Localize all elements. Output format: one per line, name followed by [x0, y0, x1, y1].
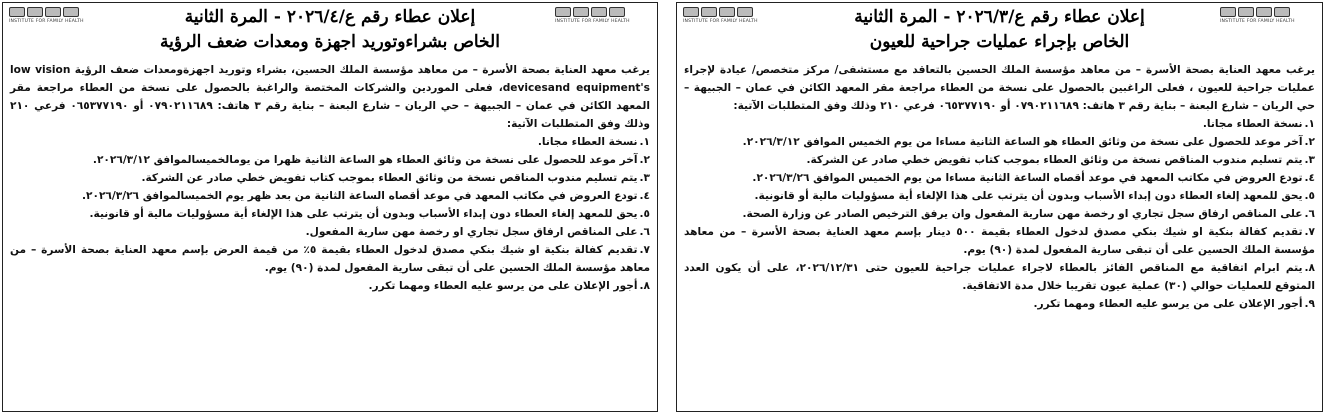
- logo-caption: INSTITUTE FOR FAMILY HEALTH: [683, 19, 758, 24]
- logo-mark: [9, 7, 105, 17]
- requirement-item: [684, 115, 1315, 133]
- requirement-item: [684, 187, 1315, 205]
- institute-logo: [9, 7, 105, 27]
- ad-body: [3, 61, 657, 295]
- item-number: ٦.: [1304, 208, 1315, 220]
- item-number: ٦.: [639, 226, 650, 238]
- item-text: على المناقص ارفاق سجل تجاري او رخصة مهن سارية المفعول.: [305, 226, 638, 238]
- ad-intro: يرغب معهد العناية بصحة الأسرة – من معاهد مؤسسة الملك الحسين بالتعاقد مع مستشفى/ مركز متخصص/ عيادة لإجراء عمليات جراحية للعيون ، فعلى الراغبين بالحصول على نسخة من العطاء مراجعة مقر المعهد الكائن في عمان – الجبيهة – حي الريان – شارع البعنة – بناية رقم ٣ هاتف: ٠٧٩٠٢١١٦٨٩ أو ٠٦٥٣٧٧١٩٠ فرعي ٢١٠ وذلك وفق المتطلبات الآتية:: [684, 64, 1315, 112]
- ad-header: [3, 3, 657, 61]
- item-number: ٥.: [639, 208, 650, 220]
- logo-mark: [555, 7, 651, 17]
- logo-mark: [1220, 7, 1316, 17]
- logo-caption: INSTITUTE FOR FAMILY HEALTH: [9, 19, 84, 24]
- item-text: أجور الإعلان على من يرسو عليه العطاء ومهما تكرر.: [1033, 298, 1303, 310]
- requirement-item: [10, 133, 650, 151]
- requirement-item: [684, 133, 1315, 151]
- item-number: ٤.: [639, 190, 650, 202]
- ad-title: [783, 5, 1216, 55]
- item-text: تقديم كفالة بنكية او شيك بنكي مصدق لدخول العطاء بقيمة ٥٠٠ دينار بإسم معهد العناية بصحة الأسرة – من معاهد مؤسسة الملك الحسين على أن تبقى سارية المفعول لمدة (٩٠) يوم.: [684, 226, 1315, 256]
- requirements-list: [10, 133, 650, 295]
- item-text: يحق للمعهد إلغاء العطاء دون إبداء الأسباب وبدون أن يترتب على هذا الإلغاء أية مسؤوليات مالية أو قانونية.: [89, 208, 638, 220]
- ad-title-line-2: الخاص بإجراء عمليات جراحية للعيون: [869, 32, 1130, 52]
- ad-body: [677, 61, 1322, 313]
- ad-intro: يرغب معهد العناية بصحة الأسرة – من معاهد مؤسسة الملك الحسين، بشراء وتوريد اجهزةومعدات ضعف الرؤية low vision devicesand equipment's، فعلى الموردين والشركات المختصة والراغبة بالحصول على نسخة من العطاء مراجعة مقر المعهد الكائن في عمان – الجبيهة – حي الريان – شارع البعنة – بناية رقم ٣ هاتف: ٠٧٩٠٢١١٦٨٩ أو ٠٦٥٣٧٧١٩٠ فرعي ٢١٠ وذلك وفق المتطلبات الآتية:: [10, 64, 651, 130]
- requirements-list: [684, 115, 1315, 313]
- institute-logo: [555, 7, 651, 27]
- item-number: ٨.: [639, 280, 650, 292]
- item-text: آخر موعد للحصول على نسخة من وثائق العطاء هو الساعة الثانية ظهرا من يومالخميسالموافق ٢٠٢٦/٣/١٢.: [92, 154, 638, 166]
- requirement-item: [684, 295, 1315, 313]
- requirement-item: [10, 205, 650, 223]
- requirement-item: [10, 151, 650, 169]
- requirement-item: [684, 205, 1315, 223]
- requirement-item: [10, 223, 650, 241]
- logo-caption: INSTITUTE FOR FAMILY HEALTH: [1220, 19, 1295, 24]
- item-text: آخر موعد للحصول على نسخة من وثائق العطاء هو الساعة الثانية مساءا من يوم الخميس الموافق ٢٠٢٦/٣/١٢.: [742, 136, 1303, 148]
- item-number: ٧.: [639, 244, 650, 256]
- item-text: على المناقص ارفاق سجل تجاري او رخصة مهن سارية المفعول وان يرفق الترخيص الصادر عن وزارة الصحة.: [742, 208, 1303, 220]
- requirement-item: [684, 169, 1315, 187]
- item-number: ٥.: [1304, 190, 1315, 202]
- item-text: نسخة العطاء مجانا.: [537, 136, 638, 148]
- ad-header: [677, 3, 1322, 61]
- ad-title-line-1: إعلان عطاء رقم ع/٢٠٢٦/٣ - المرة الثانية: [854, 7, 1145, 27]
- item-text: أجور الإعلان على من يرسو عليه العطاء ومهما تكرر.: [368, 280, 638, 292]
- requirement-item: [10, 187, 650, 205]
- requirement-item: [10, 277, 650, 295]
- logo-caption: INSTITUTE FOR FAMILY HEALTH: [555, 19, 630, 24]
- ad-title-line-1: إعلان عطاء رقم ع/٢٠٢٦/٤ - المرة الثانية: [184, 7, 476, 27]
- requirement-item: [10, 169, 650, 187]
- item-number: ٧.: [1304, 226, 1315, 238]
- item-number: ٩.: [1304, 298, 1315, 310]
- requirement-item: [684, 223, 1315, 259]
- item-number: ٣.: [639, 172, 650, 184]
- tender-ad-eye-devices: [2, 2, 658, 412]
- institute-logo: [683, 7, 779, 27]
- item-text: تودع العروض في مكاتب المعهد في موعد أقصاه الساعة الثانية من بعد ظهر يوم الخميسالموافق ٢٠٢٦/٣/٢٦.: [81, 190, 638, 202]
- item-number: ٢.: [1304, 136, 1315, 148]
- ad-title-line-2: الخاص بشراءوتوريد اجهزة ومعدات ضعف الرؤية: [160, 32, 500, 52]
- item-number: ٨.: [1304, 262, 1315, 274]
- item-number: ٤.: [1304, 172, 1315, 184]
- item-text: يتم ابرام اتفاقية مع المناقص الفائز بالعطاء لاجراء عمليات جراحية للعيون حتى ٢٠٢٦/١٢/٣١، على أن يكون العدد المتوقع للعمليات حوالي (٣٠) عملية عيون تقريبا خلال مدة الاتفاقية.: [684, 262, 1315, 292]
- item-number: ١.: [1304, 118, 1315, 130]
- requirement-item: [684, 259, 1315, 295]
- item-number: ٣.: [1304, 154, 1315, 166]
- item-text: يتم تسليم مندوب المناقص نسخة من وثائق العطاء بموجب كتاب تفويض خطي صادر عن الشركة.: [141, 172, 638, 184]
- institute-logo: [1220, 7, 1316, 27]
- item-text: يتم تسليم مندوب المناقص نسخة من وثائق العطاء بموجب كتاب تفويض خطي صادر عن الشركة.: [806, 154, 1303, 166]
- item-text: يحق للمعهد إلغاء العطاء دون إبداء الأسباب وبدون أن يترتب على هذا الإلغاء أية مسؤوليات مالية أو قانونية.: [754, 190, 1303, 202]
- item-text: تودع العروض في مكاتب المعهد في موعد أقصاه الساعة الثانية مساءا من يوم الخميس الموافق ٢٠٢٦/٣/٢٦.: [752, 172, 1303, 184]
- item-number: ١.: [639, 136, 650, 148]
- item-text: تقديم كفالة بنكية او شيك بنكي مصدق لدخول العطاء بقيمة ٥٪ من قيمة العرض بإسم معهد العناية بصحة الأسرة – من معاهد مؤسسة الملك الحسين على أن تبقى سارية المفعول لمدة (٩٠) يوم.: [10, 244, 650, 274]
- requirement-item: [684, 151, 1315, 169]
- tender-ad-eye-surgery: [676, 2, 1323, 412]
- item-number: ٢.: [639, 154, 650, 166]
- item-text: نسخة العطاء مجانا.: [1202, 118, 1303, 130]
- logo-mark: [683, 7, 779, 17]
- ad-title: [109, 5, 551, 55]
- requirement-item: [10, 241, 650, 277]
